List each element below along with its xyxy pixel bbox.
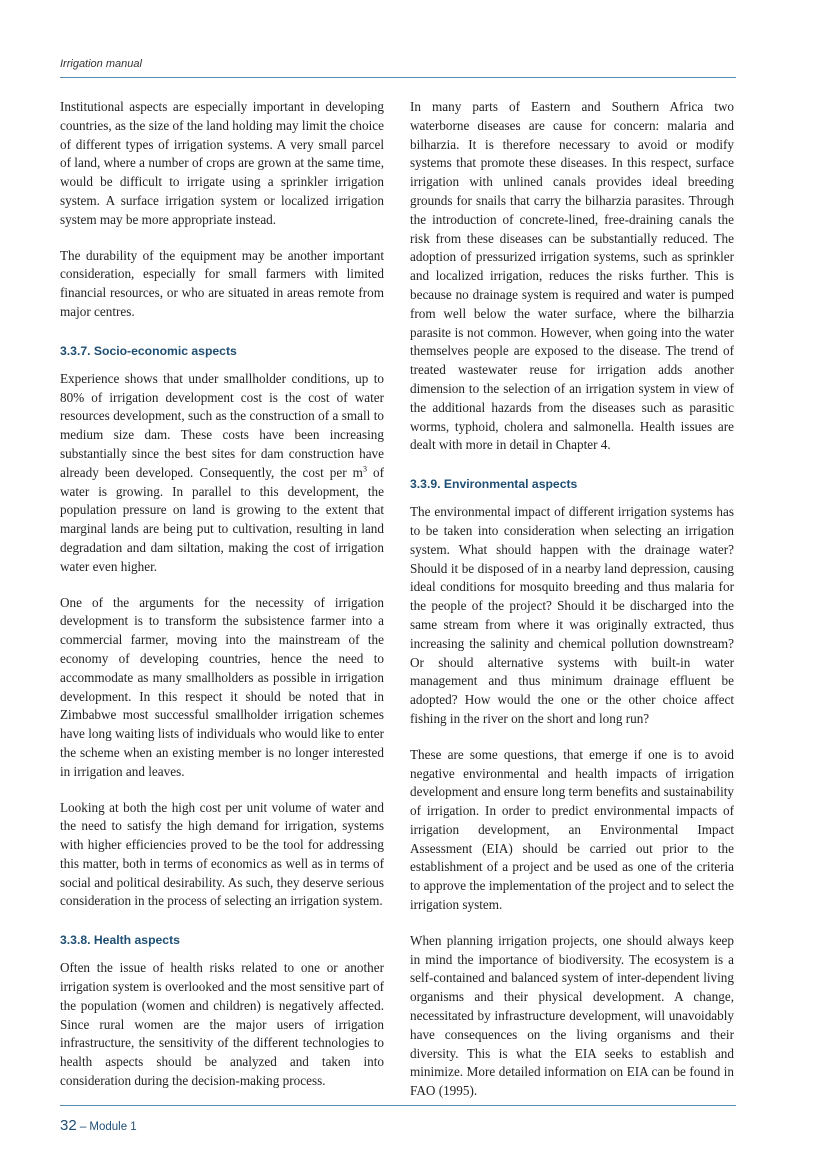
footer-dash: – (79, 1119, 87, 1133)
section-heading-environmental: 3.3.9. Environmental aspects (410, 477, 578, 492)
paragraph: Institutional aspects are especially important in developing countries, as the size of the land holding may limit the choice of different types of irrigation systems. A very small parcel of land, where a number of crops are grown at the same time, would be difficult to irrigate using a sprinkler irrigation system. A surface irrigation system or localized irrigation system may be more appropriate instead. (60, 99, 384, 227)
module-label: Module 1 (89, 1121, 137, 1133)
paragraph: When planning irrigation projects, one should always keep in mind the importance of biodiversity. The ecosystem is a self-contained and balanced system of inter-dependent living organisms and their physical development. A change, necessitated by infrastructure development, will unavoidably have consequences on the living organisms and their diversity. This is what the EIA seeks to establish and minimize. More detailed information on EIA can be found in FAO (1995). (410, 932, 734, 1099)
paragraph: One of the arguments for the necessity of irrigation development is to transform the subsistence farmer into a commercial farmer, moving into the mainstream of the economy of developing countries, hence the need to accommodate as many smallholders as possible in irrigation development. In this respect it should be noted that in Zimbabwe most successful smallholder irrigation schemes have long waiting lists of individuals who would like to enter the scheme when an existing member is no longer interested in irrigation and leaves. (60, 594, 384, 779)
paragraph: Often the issue of health risks related to one or another irrigation system is overlooked and the most sensitive part of the population (women and children) is negatively affected. Since rural women are the major users of irrigation infrastructure, the sensitivity of the different technologies to health aspects should be analyzed and taken into consideration during the decision-making process. (60, 960, 384, 1089)
running-header: Irrigation manual (60, 58, 142, 70)
paragraph: The durability of the equipment may be another important consideration, especially for small farmers with limited financial resources, or who are situated in areas remote from major centres. (60, 247, 384, 319)
paragraph: In many parts of Eastern and Southern Africa two waterborne diseases are cause for concern: malaria and bilharzia. It is therefore necessary to avoid or modify systems that promote these diseases. In this respect, surface irrigation with unlined canals provides ideal breeding grounds for snails that carry the bilharzia parasites. Through the introduction of concrete-lined, free-draining canals the risk from these diseases can be substantially reduced. The adoption of pressurized irrigation systems, such as sprinkler and localized irrigation, reduces the risks further. This is because no drainage system is required and water is pumped from well below the water surface, where the bilharzia parasite is not common. However, when going into the water themselves people are exposed to the disease. The trend of treated wastewater reuse for irrigation adds another dimension to the selection of an irrigation system in view of the additional hazards from the diseases such as parasitic worms, typhoid, cholera and salmonella. Health issues are dealt with more in detail in Chapter 4. (410, 99, 734, 453)
page-number: 32 (60, 1117, 77, 1134)
header-rule (60, 77, 736, 78)
page-footer (60, 1117, 137, 1135)
section-heading-health: 3.3.8. Health aspects (60, 933, 180, 948)
footer-rule (60, 1105, 736, 1106)
superscript: 3 (362, 464, 367, 474)
paragraph: The environmental impact of different irrigation systems has to be taken into consideration when selecting an irrigation system. What should happen with the drainage water? Should it be disposed of in a nearby land depression, causing ideal conditions for mosquito breeding and thus malaria for the people of the project? Should it be discharged into the same stream from where it was originally extracted, thus increasing the salinity and chemical pollution downstream? Or should alternative systems with built-in water management and thus minimum drainage effluent be adopted? How would the one or the other choice affect fishing in the river on the short and long run? (410, 504, 734, 726)
paragraph-text: of water is growing. In parallel to this development, the population pressure on land is growing to the extent that marginal lands are being put to cultivation, resulting in land degradation and dam siltation, making the cost of irrigation water even higher. (60, 464, 384, 574)
paragraph (60, 370, 384, 577)
paragraph: These are some questions, that emerge if one is to avoid negative environmental and health impacts of irrigation development and ensure long term benefits and sustainability of irrigation. In order to predict environmental impacts of irrigation development, an Environmental Impact Assessment (EIA) should be carried out prior to the establishment of a project and be used as one of the criteria to approve the implementation of the project and to select the irrigation system. (410, 746, 734, 913)
right-column (410, 98, 734, 1118)
section-heading-socio-economic: 3.3.7. Socio-economic aspects (60, 343, 237, 358)
paragraph-text: Experience shows that under smallholder conditions, up to 80% of irrigation development cost is the cost of water resources development, such as the construction of a small to medium size dam. These costs have been increasing substantially since the best sites for dam construction have already been developed. Consequently, the cost per m (60, 370, 384, 480)
left-column (60, 98, 384, 1108)
paragraph: Looking at both the high cost per unit volume of water and the need to satisfy the high demand for irrigation, systems with higher efficiencies proved to be the tool for addressing this matter, both in terms of economics as well as in terms of social and political desirability. As such, they deserve serious consideration in the process of selecting an irrigation system. (60, 799, 384, 909)
